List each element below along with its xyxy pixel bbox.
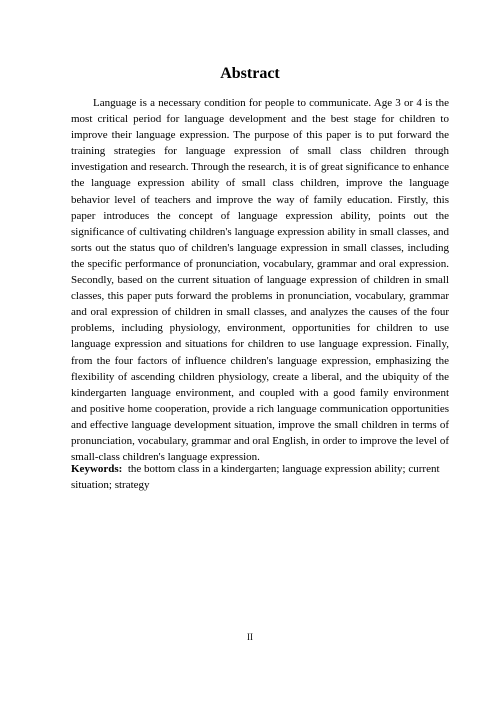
keywords-label: Keywords: [71,463,123,475]
page-number: II [247,632,253,642]
keywords-section [71,461,449,493]
abstract-body: Language is a necessary condition for people to communicate. Age 3 or 4 is the most critical period for language development and the best stage for children to improve their language expression. The purpose of this paper is to put forward the training strategies for language expression of small class children through investigation and research. Through the research, it is of great significance to enhance the language expression ability of small class children, improve the language behavior level of teachers and improve the way of family education. Firstly, this paper introduces the concept of language expression ability, points out the significance of cultivating children's language expression ability in small classes, and sorts out the status quo of children's language expression in small classes, including the specific performance of pronunciation, vocabulary, grammar and oral expression. Secondly, based on the current situation of language expression of children in small classes, this paper puts forward the problems in pronunciation, vocabulary, grammar and oral expression of children in small classes, and analyzes the causes of the four problems, including physiology, environment, opportunities for children to use language expression and situations for children to use language expression. Finally, from the four factors of influence children's language expression, emphasizing the flexibility of ascending children physiology, create a liberal, and the ubiquity of the kindergarten language environment, and coupled with a good family environment and positive home cooperation, provide a rich language communication opportunities and effective language development situation, improve the small children in terms of pronunciation, vocabulary, grammar and oral English, in order to improve the level of small-class children's language expression. [71,97,449,464]
abstract-title: Abstract [220,65,280,82]
keywords-text: the bottom class in a kindergarten; language expression ability; current situation; strategy [71,463,440,491]
